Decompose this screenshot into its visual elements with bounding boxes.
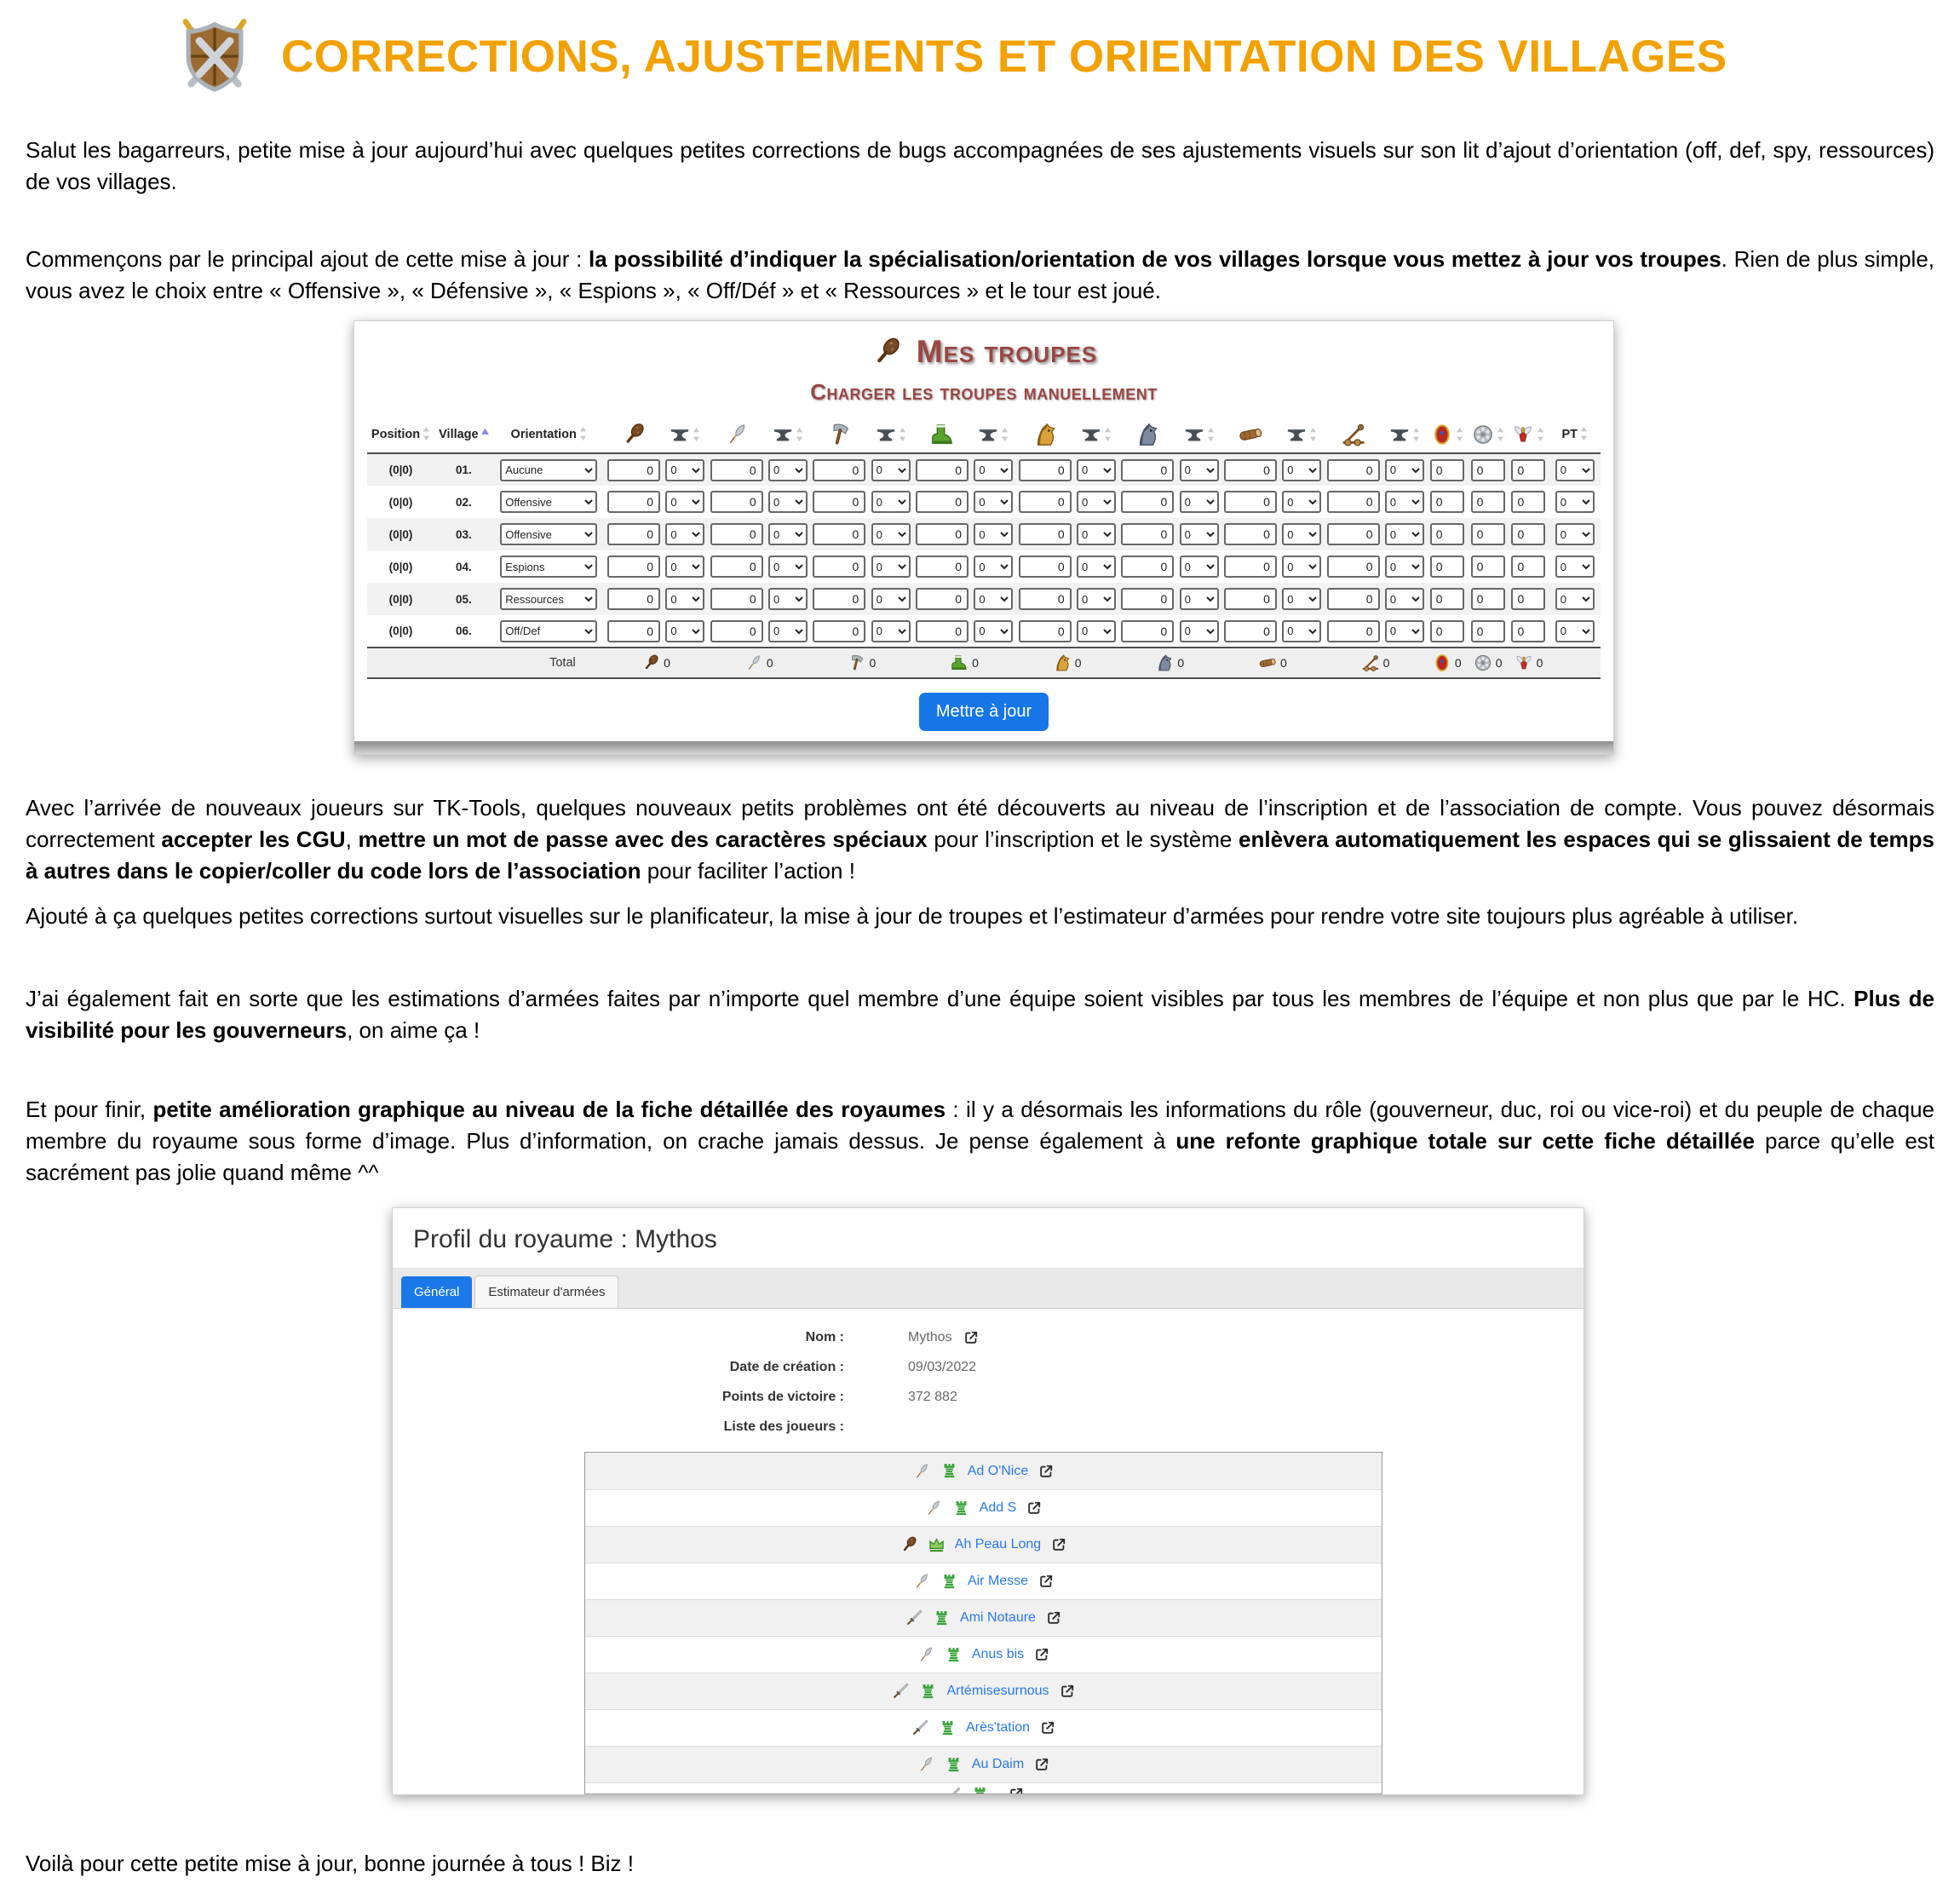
field-label: Nom : — [805, 1330, 844, 1344]
player-link[interactable]: Air Messe — [967, 1574, 1029, 1588]
player-link[interactable]: Ad O'Nice — [967, 1463, 1029, 1478]
field-row — [393, 1357, 1584, 1378]
anvil-icon[interactable] — [1074, 416, 1118, 453]
sword-icon — [891, 1682, 910, 1701]
anvil-icon[interactable] — [766, 416, 810, 453]
troop-count-input[interactable] — [607, 588, 660, 610]
spear-icon — [924, 1499, 943, 1517]
total-value: 0 — [1495, 656, 1503, 670]
settler-count-input[interactable] — [1471, 491, 1505, 513]
troop-count-input[interactable] — [1327, 523, 1380, 545]
orientation-select[interactable] — [500, 588, 597, 610]
paladin-horse-icon — [1015, 416, 1074, 453]
troop-level-select[interactable] — [1077, 588, 1116, 610]
troop-count-input[interactable] — [813, 459, 865, 481]
field-label: Liste des joueurs : — [723, 1419, 844, 1434]
village-position: (0|0) — [388, 560, 413, 573]
kingdom-sheet-paragraph: Et pour finir, petite amélioration graphique au niveau de la fiche détaillée des royaumes : il y a désormais les informations du rôle (gouverneur, duc, roi ou vice-roi) et du peuple de chaque membre du royaume sous forme d’image. Plus d’information, on crache jamais dessus. Je pense également à une refonte graphique totale sur cette fiche détaillée parce qu’elle est sacrément pas jolie quand même ^^ — [26, 1097, 1935, 1185]
field-row — [393, 1387, 1584, 1408]
total-value: 0 — [1177, 656, 1185, 670]
troop-count-input[interactable] — [813, 588, 865, 610]
troop-count-input[interactable] — [1224, 523, 1277, 545]
pt-select[interactable] — [1555, 588, 1595, 610]
troop-level-select[interactable] — [665, 491, 704, 513]
spear-icon — [744, 653, 763, 672]
total-value: 0 — [664, 656, 670, 670]
field-row — [393, 1417, 1584, 1437]
troop-level-select[interactable] — [1282, 556, 1321, 578]
player-row — [585, 1746, 1382, 1782]
village-row — [367, 486, 1601, 518]
troop-count-input[interactable] — [1224, 491, 1277, 513]
column-header-orientation[interactable]: Orientation — [493, 416, 605, 453]
troop-level-select[interactable] — [974, 620, 1013, 642]
player-link[interactable]: Ami Notaure — [960, 1610, 1036, 1625]
village-number: 05. — [455, 592, 472, 606]
player-row — [585, 1782, 1382, 1793]
troop-count-input[interactable] — [1121, 491, 1174, 513]
troop-level-select[interactable] — [1282, 491, 1321, 513]
chief-count-input[interactable] — [1430, 556, 1464, 578]
spear-icon — [917, 1645, 935, 1664]
column-header-village[interactable]: Village — [434, 416, 493, 453]
tower-icon — [933, 1609, 951, 1627]
troop-level-select[interactable] — [1385, 588, 1424, 610]
club-icon — [871, 336, 903, 368]
troop-level-select[interactable] — [665, 459, 704, 481]
orientation-select[interactable] — [500, 556, 597, 578]
player-row — [585, 1563, 1382, 1599]
field-row — [393, 1327, 1584, 1348]
village-row — [367, 583, 1601, 615]
orientation-select[interactable] — [500, 491, 597, 513]
anvil-icon[interactable] — [1279, 416, 1324, 453]
troop-count-input[interactable] — [710, 556, 763, 578]
village-position: (0|0) — [388, 495, 413, 509]
troop-count-input[interactable] — [710, 588, 763, 610]
total-label: Total — [549, 656, 576, 670]
total-value: 0 — [1454, 656, 1462, 670]
club-icon — [900, 1535, 918, 1554]
player-link[interactable]: Ah Peau Long — [954, 1537, 1042, 1552]
spear-icon — [917, 1755, 935, 1774]
kingdom-fields — [393, 1309, 1584, 1450]
troop-count-input[interactable] — [1224, 620, 1277, 642]
pt-select[interactable] — [1555, 491, 1595, 513]
field-value: 372 882 — [908, 1390, 957, 1404]
troops-table — [367, 416, 1601, 679]
troop-count-input[interactable] — [1327, 491, 1380, 513]
chief-count-input[interactable] — [1430, 491, 1464, 513]
troop-level-select[interactable] — [1180, 556, 1219, 578]
player-row — [585, 1526, 1382, 1563]
troop-level-select[interactable] — [871, 556, 911, 578]
shield-swords-logo — [170, 12, 259, 101]
external-link-icon[interactable] — [1037, 1573, 1055, 1590]
troop-count-input[interactable] — [607, 491, 660, 513]
pt-select[interactable] — [1555, 523, 1595, 545]
settler-count-input[interactable] — [1471, 588, 1505, 610]
player-row — [585, 1453, 1382, 1489]
column-header-position[interactable]: Position — [367, 416, 434, 453]
troops-title: Mes troupes — [916, 334, 1098, 369]
settler-count-input[interactable] — [1471, 620, 1505, 642]
teutonic-knight-icon — [1155, 653, 1174, 672]
kingdom-profile-title: Profil du royaume : Mythos — [413, 1225, 717, 1253]
chief-count-input[interactable] — [1430, 620, 1464, 642]
troop-count-input[interactable] — [813, 556, 865, 578]
troop-level-select[interactable] — [1077, 459, 1116, 481]
sword-icon — [943, 1786, 962, 1793]
closing-paragraph: Voilà pour cette petite mise à jour, bonne journée à tous ! Biz ! — [26, 1851, 634, 1876]
troop-level-select[interactable] — [1077, 491, 1116, 513]
troops-title-row — [354, 333, 1613, 371]
tower-icon — [945, 1646, 963, 1664]
catapult-icon — [1361, 653, 1380, 672]
chief-count-input[interactable] — [1430, 588, 1464, 610]
pt-select[interactable] — [1555, 620, 1595, 642]
post-title: CORRECTIONS, AJUSTEMENTS ET ORIENTATION DES VILLAGES — [281, 31, 1727, 82]
chief-count-input[interactable] — [1430, 459, 1464, 481]
tab-bar — [393, 1269, 1584, 1309]
troop-level-select[interactable] — [871, 620, 911, 642]
hero-count-input[interactable] — [1511, 588, 1545, 610]
tower-icon — [971, 1786, 989, 1793]
total-value: 0 — [1074, 656, 1082, 670]
village-position: (0|0) — [388, 463, 413, 476]
troop-count-input[interactable] — [710, 459, 763, 481]
troop-level-select[interactable] — [1077, 556, 1116, 578]
external-link-icon[interactable] — [963, 1329, 980, 1346]
troop-count-input[interactable] — [1121, 620, 1174, 642]
troop-level-select[interactable] — [1282, 523, 1321, 545]
pt-select[interactable] — [1555, 459, 1595, 481]
chief-icon[interactable] — [1427, 416, 1468, 453]
troop-count-input[interactable] — [916, 620, 969, 642]
troop-level-select[interactable] — [1180, 523, 1219, 545]
tab-estimateur-d-armées[interactable]: Estimateur d'armées — [474, 1275, 618, 1308]
player-row — [585, 1599, 1382, 1636]
troop-count-input[interactable] — [607, 459, 660, 481]
total-value: 0 — [1536, 656, 1543, 670]
troop-count-input[interactable] — [1019, 523, 1072, 545]
tab-général[interactable]: Général — [401, 1276, 472, 1308]
field-label: Points de victoire : — [721, 1390, 844, 1404]
troops-subtitle: Charger les troupes manuellement — [810, 379, 1158, 405]
troop-count-input[interactable] — [916, 523, 969, 545]
axe-icon — [810, 416, 869, 453]
troop-level-select[interactable] — [871, 459, 911, 481]
external-link-icon[interactable] — [1059, 1683, 1076, 1700]
hero-count-input[interactable] — [1511, 556, 1545, 578]
troop-level-select[interactable] — [665, 523, 704, 545]
village-position: (0|0) — [388, 527, 413, 541]
troop-count-input[interactable] — [813, 491, 865, 513]
axe-icon — [847, 653, 865, 672]
troop-count-input[interactable] — [1019, 588, 1072, 610]
field-label: Date de création : — [729, 1360, 844, 1374]
troop-level-select[interactable] — [871, 588, 911, 610]
village-number: 04. — [455, 560, 472, 573]
total-value: 0 — [869, 656, 877, 670]
troop-count-input[interactable] — [1019, 556, 1072, 578]
scout-boot-icon — [913, 416, 972, 453]
hero-icon — [1515, 653, 1533, 672]
troop-count-input[interactable] — [1019, 459, 1072, 481]
external-link-icon[interactable] — [1008, 1786, 1025, 1793]
troop-count-input[interactable] — [813, 620, 865, 642]
troop-level-select[interactable] — [1385, 620, 1424, 642]
external-link-icon[interactable] — [1033, 1646, 1050, 1663]
troop-level-select[interactable] — [871, 491, 911, 513]
troop-count-input[interactable] — [916, 556, 969, 578]
troop-level-select[interactable] — [1385, 491, 1424, 513]
troop-level-select[interactable] — [1077, 620, 1116, 642]
troop-level-select[interactable] — [1180, 620, 1219, 642]
troop-level-select[interactable] — [871, 523, 911, 545]
intro-paragraph: Salut les bagarreurs, petite mise à jour aujourd’hui avec quelques petites corrections de bugs accompagnées de ses ajustements visuels sur son lit d’ajout d’orientation (off, def, spy, ressources) de vos villages. — [26, 137, 1934, 194]
troop-count-input[interactable] — [813, 523, 865, 545]
teutonic-knight-icon — [1118, 416, 1177, 453]
club-icon — [605, 416, 664, 453]
anvil-icon[interactable] — [971, 416, 1015, 453]
orientation-select[interactable] — [500, 523, 597, 545]
village-row — [367, 518, 1601, 550]
external-link-icon[interactable] — [1037, 1463, 1055, 1480]
troop-count-input[interactable] — [1224, 556, 1277, 578]
troop-count-input[interactable] — [916, 588, 969, 610]
hero-count-input[interactable] — [1511, 459, 1545, 481]
troop-count-input[interactable] — [1121, 523, 1174, 545]
village-position: (0|0) — [388, 592, 413, 606]
orientation-feature-paragraph: Commençons par le principal ajout de cette mise à jour : la possibilité d’indiquer la spécialisation/orientation de vos villages lorsque vous mettez à jour vos troupes. Rien de plus simple, vous avez le choix entre « Offensive », « Défensive », « Espions », « Off/Déf » et « Ressources » et le tour est joué. — [26, 246, 1935, 303]
player-link[interactable]: Anus bis — [971, 1647, 1025, 1661]
village-row — [367, 453, 1601, 486]
settler-icon — [1474, 653, 1492, 672]
tower-icon — [940, 1573, 958, 1591]
changelog-page — [0, 12, 1960, 1900]
spear-icon — [912, 1462, 931, 1481]
external-link-icon[interactable] — [1033, 1756, 1050, 1773]
sword-icon — [905, 1609, 923, 1627]
hero-count-input[interactable] — [1511, 523, 1545, 545]
village-row — [367, 615, 1601, 648]
player-link[interactable]: Add S — [979, 1500, 1017, 1515]
anvil-icon[interactable] — [663, 416, 707, 453]
estimations-visibility-paragraph: J’ai également fait en sorte que les estimations d’armées faites par n’importe quel membre d’une équipe soient visibles par tous les membres de l’équipe et non plus que par le HC. Plus de visibilité pour les gouverneurs, on aime ça ! — [26, 986, 1934, 1043]
troop-level-select[interactable] — [1282, 459, 1321, 481]
village-number: 06. — [455, 625, 472, 637]
troop-level-select[interactable] — [1077, 523, 1116, 545]
external-link-icon[interactable] — [1039, 1719, 1056, 1736]
ram-icon — [1258, 653, 1277, 672]
catapult-icon — [1324, 416, 1382, 453]
sword-icon — [911, 1719, 929, 1737]
troop-level-select[interactable] — [768, 491, 808, 513]
troop-level-select[interactable] — [974, 459, 1013, 481]
troop-level-select[interactable] — [1180, 491, 1219, 513]
troop-count-input[interactable] — [1224, 588, 1277, 610]
village-position: (0|0) — [388, 625, 413, 637]
external-link-icon[interactable] — [1050, 1536, 1067, 1553]
player-row — [585, 1673, 1382, 1709]
troop-level-select[interactable] — [665, 588, 704, 610]
orientation-select[interactable] — [500, 620, 597, 642]
external-link-icon[interactable] — [1045, 1609, 1062, 1627]
player-list — [584, 1452, 1382, 1794]
troop-count-input[interactable] — [916, 459, 969, 481]
troop-level-select[interactable] — [1385, 556, 1424, 578]
hero-count-input[interactable] — [1511, 491, 1545, 513]
troop-count-input[interactable] — [1224, 459, 1277, 481]
troop-count-input[interactable] — [1019, 491, 1072, 513]
visual-fixes-paragraph: Ajouté à ça quelques petites corrections surtout visuelles sur le planificateur, la mise à jour de troupes et l’estimateur d’armées pour rendre votre site toujours plus agréable à utiliser. — [26, 903, 1799, 929]
troop-level-select[interactable] — [1282, 620, 1321, 642]
hero-count-input[interactable] — [1511, 620, 1545, 642]
player-row — [585, 1489, 1382, 1526]
troop-count-input[interactable] — [1327, 556, 1380, 578]
tower-icon — [919, 1683, 937, 1701]
anvil-icon[interactable] — [1177, 416, 1221, 453]
troop-level-select[interactable] — [665, 556, 704, 578]
ram-icon — [1221, 416, 1280, 453]
tower-icon — [952, 1500, 970, 1517]
troop-level-select[interactable] — [768, 620, 808, 642]
orientation-select[interactable] — [500, 459, 597, 481]
village-row — [367, 550, 1601, 583]
settler-count-input[interactable] — [1471, 523, 1505, 545]
troop-level-select[interactable] — [1282, 588, 1321, 610]
anvil-icon[interactable] — [1382, 416, 1427, 453]
post-header — [170, 12, 1960, 101]
troop-count-input[interactable] — [1019, 620, 1072, 642]
player-row — [585, 1636, 1382, 1673]
troop-level-select[interactable] — [768, 459, 808, 481]
troop-level-select[interactable] — [768, 523, 808, 545]
troop-level-select[interactable] — [665, 620, 704, 642]
anvil-icon[interactable] — [869, 416, 913, 453]
chief-count-input[interactable] — [1430, 523, 1464, 545]
update-button[interactable]: Mettre à jour — [919, 693, 1049, 731]
troop-count-input[interactable] — [916, 491, 969, 513]
spear-icon — [707, 416, 766, 453]
troop-level-select[interactable] — [768, 556, 808, 578]
player-link[interactable]: Artémisesurnous — [946, 1684, 1049, 1698]
troop-level-select[interactable] — [974, 523, 1013, 545]
total-value: 0 — [766, 656, 773, 670]
player-row — [585, 1709, 1382, 1746]
troop-count-input[interactable] — [607, 620, 660, 642]
village-number: 01. — [455, 463, 472, 476]
tower-icon — [945, 1756, 963, 1774]
troop-count-input[interactable] — [607, 523, 660, 545]
troop-count-input[interactable] — [710, 620, 763, 642]
settler-icon[interactable] — [1468, 416, 1509, 453]
troop-level-select[interactable] — [974, 556, 1013, 578]
troop-count-input[interactable] — [1327, 620, 1380, 642]
player-link[interactable]: Arès'tation — [965, 1720, 1031, 1735]
scout-boot-icon — [950, 653, 969, 672]
troop-level-select[interactable] — [1180, 588, 1219, 610]
pt-select[interactable] — [1555, 556, 1595, 578]
settler-count-input[interactable] — [1471, 459, 1505, 481]
crown-icon — [928, 1536, 946, 1554]
club-icon — [641, 653, 660, 672]
scrollbar-track[interactable] — [354, 741, 1613, 754]
tower-icon — [939, 1719, 957, 1737]
troop-level-select[interactable] — [1385, 523, 1424, 545]
settler-count-input[interactable] — [1471, 556, 1505, 578]
troops-screenshot — [353, 320, 1614, 755]
spear-icon — [912, 1572, 931, 1591]
troop-count-input[interactable] — [1327, 588, 1380, 610]
troop-count-input[interactable] — [710, 491, 763, 513]
player-link[interactable]: Au Daim — [971, 1757, 1025, 1771]
village-number: 03. — [455, 527, 472, 541]
field-value: Mythos — [908, 1329, 980, 1346]
hero-icon[interactable] — [1509, 416, 1549, 453]
field-value: 09/03/2022 — [908, 1360, 977, 1374]
troop-level-select[interactable] — [974, 491, 1013, 513]
troop-level-select[interactable] — [974, 588, 1013, 610]
column-header-pt[interactable]: PT — [1549, 416, 1601, 453]
total-value: 0 — [1382, 656, 1390, 670]
kingdom-screenshot — [392, 1207, 1584, 1795]
total-value: 0 — [1280, 656, 1287, 670]
troop-count-input[interactable] — [1121, 459, 1174, 481]
village-number: 02. — [455, 495, 472, 509]
troop-count-input[interactable] — [1121, 556, 1174, 578]
troop-level-select[interactable] — [1385, 459, 1424, 481]
total-value: 0 — [972, 656, 979, 670]
chief-icon — [1433, 653, 1451, 672]
external-link-icon[interactable] — [1026, 1500, 1043, 1517]
troop-level-select[interactable] — [1180, 459, 1219, 481]
troop-count-input[interactable] — [1121, 588, 1174, 610]
tower-icon — [940, 1462, 958, 1480]
bugfix-paragraph: Avec l’arrivée de nouveaux joueurs sur TK-Tools, quelques nouveaux petits problèmes ont été découverts au niveau de l’inscription et de l’association de compte. Vous pouvez désormais correctement accepter les CGU, mettre un mot de passe avec des caractères spéciaux pour l’inscription et le système enlèvera automatiquement les espaces qui se glissaient de temps à autres dans le copier/coller du code lors de l’association pour faciliter l’action ! — [26, 795, 1935, 884]
troop-level-select[interactable] — [768, 588, 808, 610]
troop-count-input[interactable] — [710, 523, 763, 545]
troop-count-input[interactable] — [1327, 459, 1380, 481]
troop-count-input[interactable] — [607, 556, 660, 578]
paladin-horse-icon — [1053, 653, 1072, 672]
